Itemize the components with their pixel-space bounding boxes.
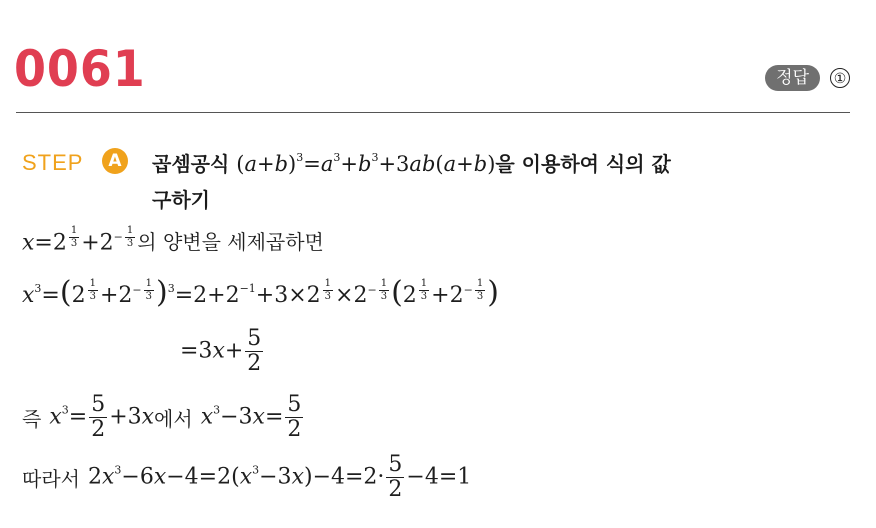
line1-text: 의 양변을 세제곱하면 — [137, 230, 324, 255]
solution-line-5 — [22, 454, 471, 501]
solution-line-2 — [22, 275, 499, 310]
solution-line-4 — [22, 394, 305, 441]
line4-formula-a: $x^3=$ $\frac{5}{2}$ +3x — [49, 392, 155, 442]
step-label: STEP — [22, 150, 84, 175]
line5-formula: $2x^3-6x-4=2(x^3-3x)-4=2\cdot$ $\frac{5}{2}$ −4=1 — [87, 452, 472, 502]
line4-formula-b: $x^3-3x=$ $\frac{5}{2}$ — [200, 392, 302, 442]
header-divider — [16, 112, 850, 113]
step-letter-badge: A — [102, 148, 128, 174]
step-title-formula: $(a+b)^3=a^3+b^3+3ab(a+b)$ — [236, 151, 496, 176]
solution-line-1 — [22, 226, 324, 256]
step-title — [152, 146, 802, 218]
answer-badge: 정답 — [765, 65, 820, 91]
solution-line-3 — [180, 328, 265, 375]
answer-value: ① — [830, 68, 850, 88]
answer-area — [765, 64, 850, 92]
line5-prefix: 따라서 — [22, 467, 80, 491]
line3-formula: =3x+ $\frac{5}{2}$ — [180, 326, 262, 376]
line4-prefix: 즉 — [22, 407, 42, 431]
step-title-post: 을 이용하여 식의 값 — [495, 152, 671, 176]
step-title-line2: 구하기 — [152, 188, 210, 212]
line4-mid: 에서 — [154, 407, 193, 431]
line1-formula: x=2 $^{\frac{1}{3}}$ $+2^{- \frac{1}{3}}$ — [22, 225, 134, 256]
line2-formula: $x^3=(2$ $^{\frac{1}{3}}$ $+2^{- \frac{1}{3}}$ )$^3=2+2^{-1}+3\times 2$ $^{\frac{1}{3}}$ $\times 2^{- \frac{1}{3}}$ (2 $^{\frac{1}{3}}$ $+2^{- \frac{1}{3}}$ ) — [22, 275, 499, 310]
problem-number: 0061 — [14, 40, 146, 98]
step-title-pre: 곱셈공식 — [152, 152, 230, 176]
